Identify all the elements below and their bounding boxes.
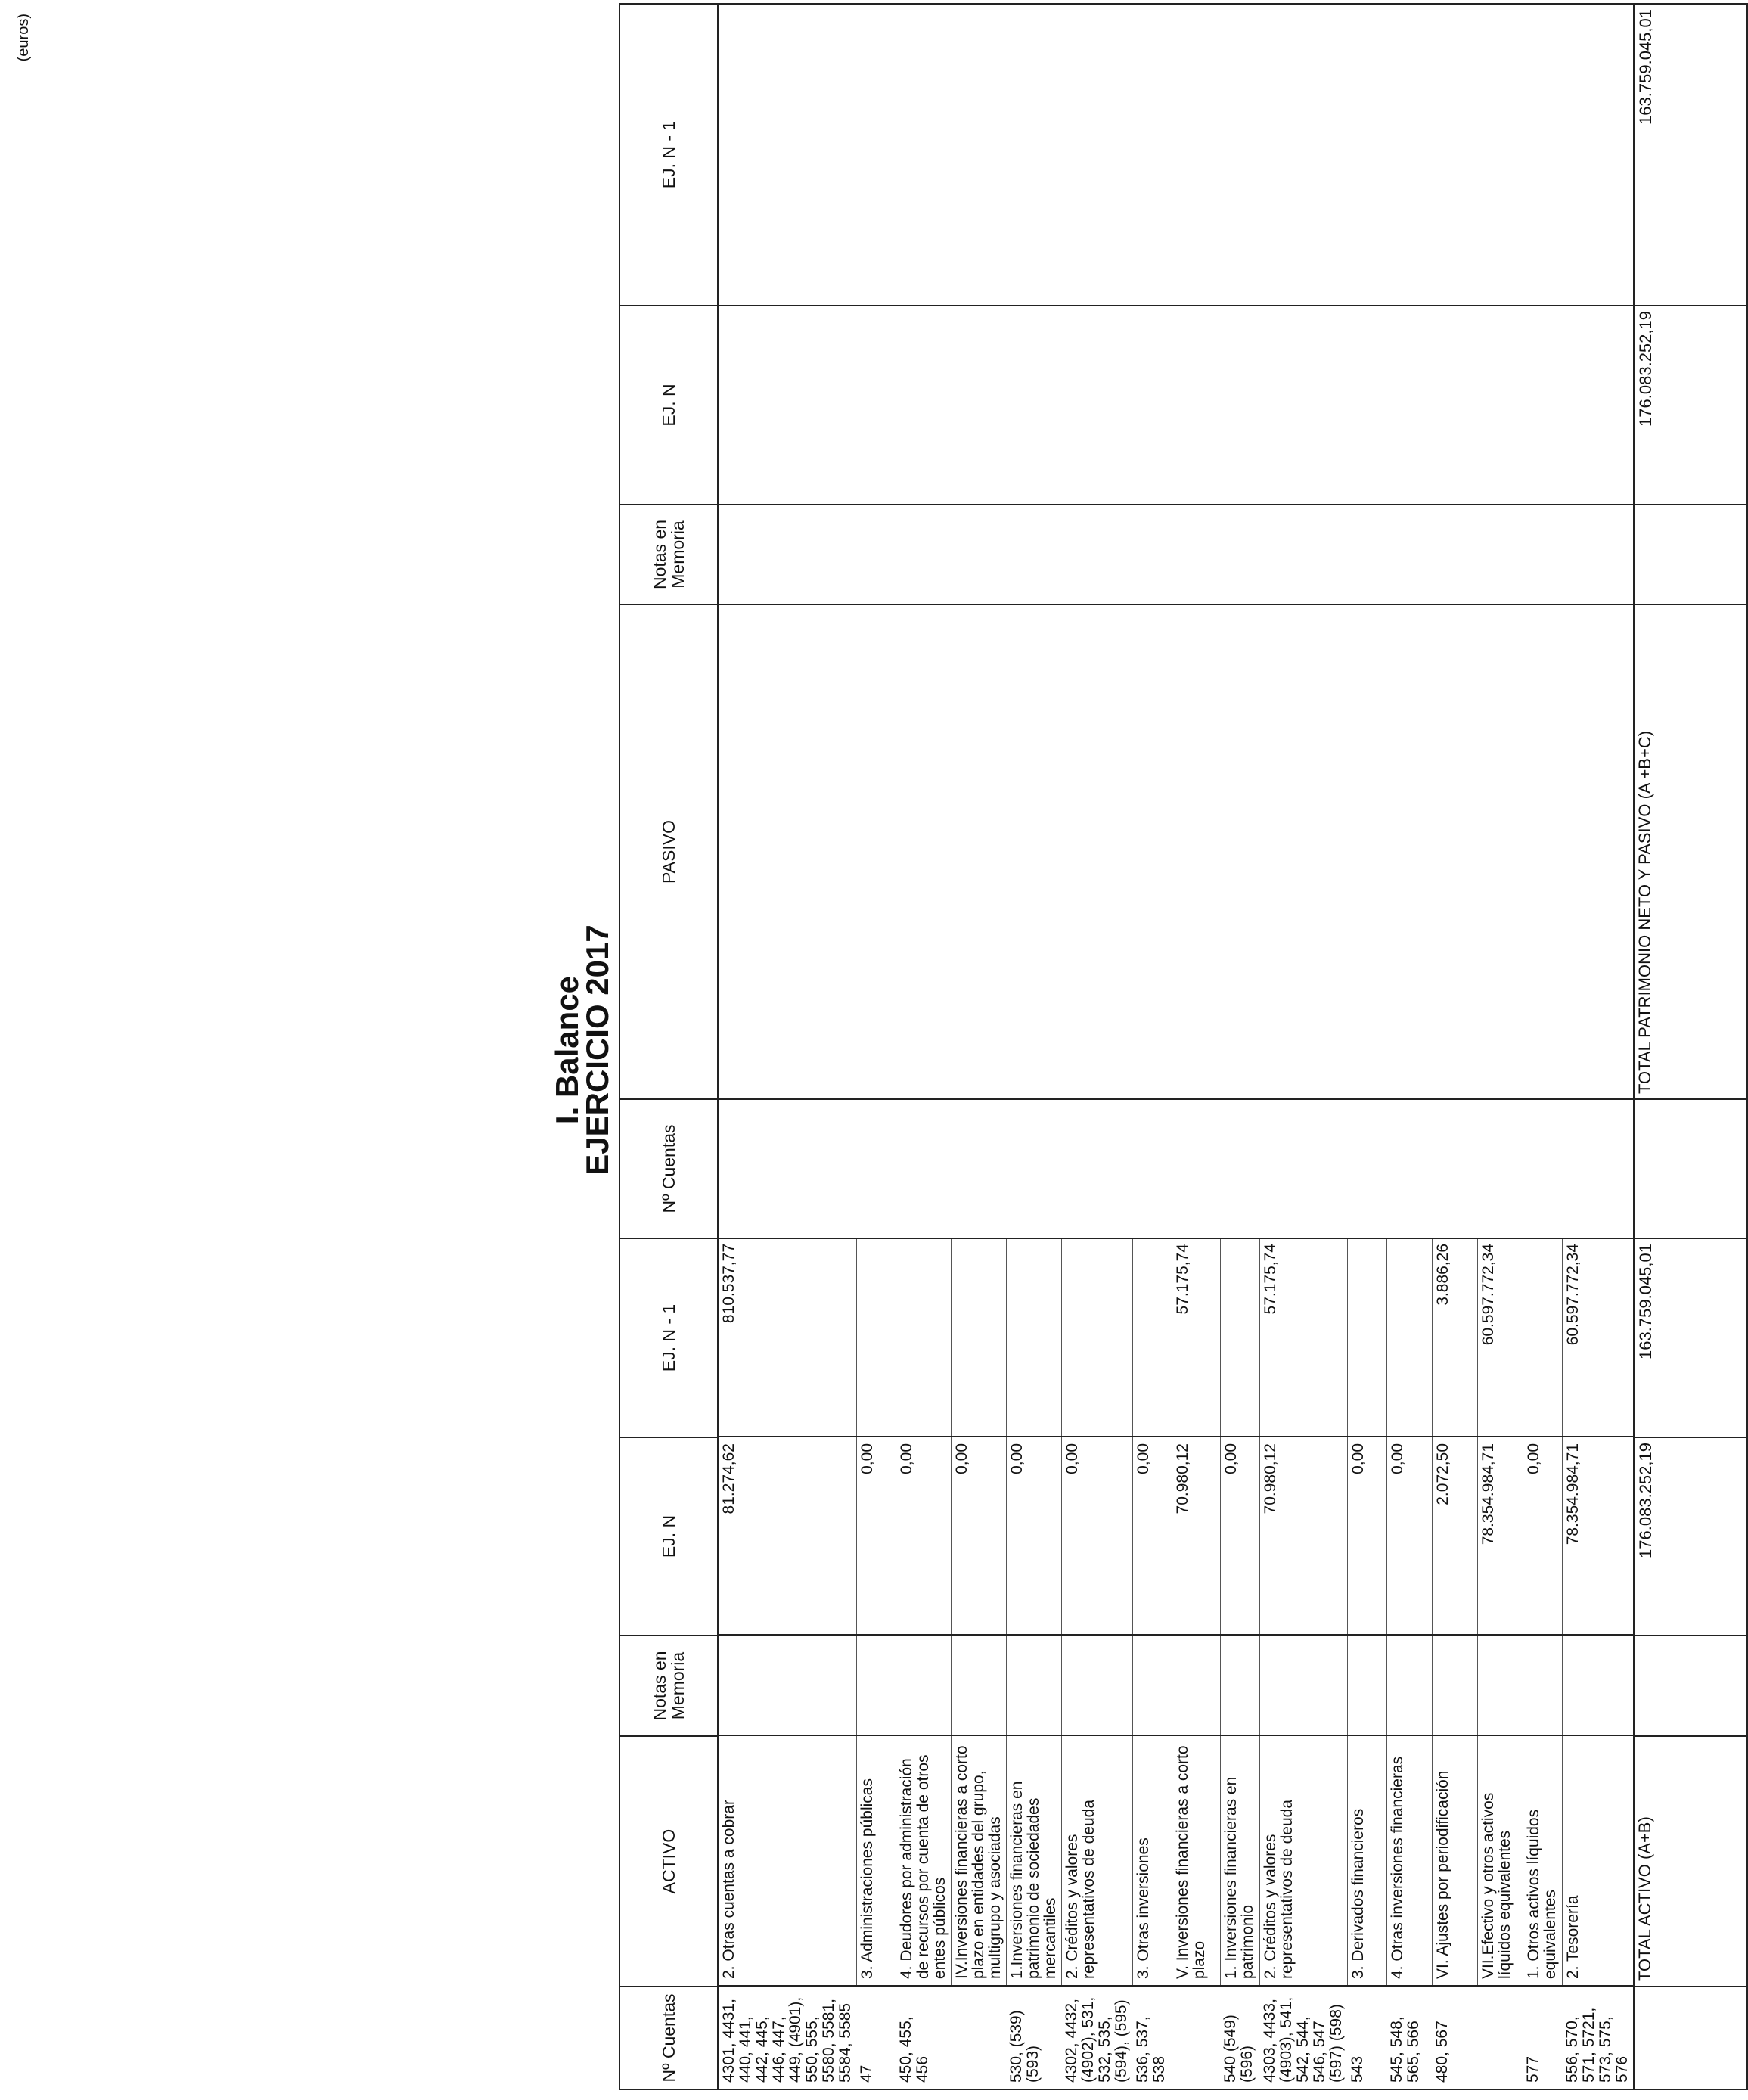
ej-n1-value (1386, 1238, 1432, 1437)
notas-cell (896, 1635, 951, 1735)
notas-cell (1523, 1635, 1562, 1735)
table-row (1061, 1238, 1132, 2089)
notas-cell (1432, 1635, 1477, 1735)
col-header-cuentas: Nº Cuentas (619, 1987, 718, 2089)
account-numbers: 450, 455, 456 (896, 1986, 951, 2089)
activo-item-label: 2. Créditos y valores representativos de deuda (1061, 1735, 1132, 1986)
table-row (1477, 1238, 1523, 2089)
table-row (1432, 1238, 1477, 2089)
notas-cell (1172, 1635, 1220, 1735)
activo-item-label: 3. Derivados financieros (1347, 1735, 1386, 1986)
ej-n1-value (1132, 1238, 1172, 1437)
total-activo-notas (1634, 1636, 1747, 1736)
activo-item-label: V. Inversiones financieras a corto plazo (1172, 1735, 1220, 1986)
total-activo-label: TOTAL ACTIVO (A+B) (1634, 1736, 1747, 1987)
col-header-ej-n: EJ. N (619, 1437, 718, 1636)
pasivo-label-cell (718, 604, 1634, 1099)
ej-n1-value: 60.597.772,34 (1477, 1238, 1523, 1437)
account-numbers: 4301, 4431, 440, 441, 442, 445, 446, 447, 449, (4901), 550, 555, 5580, 5581, 5584, 5585 (719, 1986, 856, 2089)
total-pasivo-cuentas (1634, 1099, 1747, 1238)
table-row (1562, 1238, 1633, 2089)
total-pasivo-ej-n1: 163.759.045,01 (1634, 4, 1747, 306)
account-numbers: 545, 548, 565, 566 (1386, 1986, 1432, 2089)
ej-n1-value: 3.886,26 (1432, 1238, 1477, 1437)
table-row (856, 1238, 896, 2089)
table-row (1172, 1238, 1220, 2089)
activo-item-label: 2. Otras cuentas a cobrar (719, 1735, 856, 1986)
ej-n1-value: 810.537,77 (719, 1238, 856, 1437)
total-activo-cuentas (1634, 1987, 1747, 2089)
ej-n1-value: 60.597.772,34 (1563, 1244, 1582, 1346)
page-subtitle: EJERCICIO 2017 (579, 924, 615, 1176)
total-activo-ej-n1: 163.759.045,01 (1634, 1238, 1747, 1437)
account-numbers: 536, 537, 538 (1132, 1986, 1172, 2089)
col-header-ej-n1: EJ. N - 1 (619, 1238, 718, 1437)
notas-cell (1220, 1635, 1259, 1735)
col-header-ej-n1-pasivo: EJ. N - 1 (619, 4, 718, 306)
account-numbers (1172, 1986, 1220, 2089)
col-header-activo: ACTIVO (619, 1736, 718, 1987)
ej-n-value: 0,00 (1006, 1437, 1061, 1635)
activo-section (718, 1238, 1634, 2089)
activo-item-label: 4. Otras inversiones financieras (1386, 1735, 1432, 1986)
ej-n-value: 81.274,62 (719, 1437, 856, 1635)
activo-item-label: 2. Créditos y valores representativos de deuda (1259, 1735, 1347, 1986)
notas-cell (719, 1635, 856, 1735)
ej-n-value: 0,00 (1523, 1437, 1562, 1635)
page-title: I. Balance (549, 975, 585, 1125)
ej-n-value: 0,00 (951, 1437, 1006, 1635)
ej-n1-value (1061, 1238, 1132, 1437)
ej-n1-value: 57.175,74 (1172, 1238, 1220, 1437)
balance-table (619, 3, 1748, 2090)
activo-item-label: 4. Deudores por administración de recursos por cuenta de otros entes públicos (896, 1735, 951, 1986)
total-pasivo-ej-n: 176.083.252,19 (1634, 306, 1747, 505)
table-row (1386, 1238, 1432, 2089)
ej-n1-value (1006, 1238, 1061, 1437)
ej-n-value: 70.980,12 (1259, 1437, 1347, 1635)
table-row (1259, 1238, 1347, 2089)
col-header-cuentas-pasivo: Nº Cuentas (619, 1099, 718, 1238)
activo-item-label: VI. Ajustes por periodificación (1432, 1735, 1477, 1986)
ej-n1-value: 57.175,74 (1259, 1238, 1347, 1437)
col-header-notas-pasivo: Notas en Memoria (619, 505, 718, 604)
account-numbers: 4302, 4432, (4902), 531, 532, 535, (594), (595) (1061, 1986, 1132, 2089)
account-numbers: 47 (856, 1986, 896, 2089)
account-numbers (951, 1986, 1006, 2089)
account-numbers: 556, 570, 571, 5721, 573, 575, 576 (1562, 1986, 1633, 2089)
activo-item-label: 1. Inversiones financieras en patrimonio (1220, 1735, 1259, 1986)
table-row (1347, 1238, 1386, 2089)
currency-note: (euros) (15, 14, 32, 62)
table-row (1132, 1238, 1172, 2089)
activo-item-label: VII.Efectivo y otros activos líquidos equivalentes (1477, 1735, 1523, 1986)
account-numbers (1477, 1986, 1523, 2089)
notas-cell (951, 1635, 1006, 1735)
ej-n1-value (951, 1238, 1006, 1437)
pasivo-ej-n-cell (718, 306, 1634, 505)
notas-cell (1386, 1635, 1432, 1735)
notas-cell (1477, 1635, 1523, 1735)
activo-item-label: 3. Administraciones públicas (856, 1735, 896, 1986)
table-row (1006, 1238, 1061, 2089)
ej-n1-value (1347, 1238, 1386, 1437)
notas-cell (1006, 1635, 1061, 1735)
table-row (719, 1238, 856, 2089)
ej-n1-value (896, 1238, 951, 1437)
account-numbers: 540 (549) (596) (1220, 1986, 1259, 2089)
total-row (1634, 4, 1747, 2089)
notas-cell (856, 1635, 896, 1735)
notas-cell (1132, 1635, 1172, 1735)
activo-rows-table (719, 1238, 1633, 2089)
ej-n-value: 70.980,12 (1172, 1437, 1220, 1635)
col-header-pasivo: PASIVO (619, 604, 718, 1099)
table-row (1220, 1238, 1259, 2089)
table-row (896, 1238, 951, 2089)
activo-item-label: 2. Tesorería (1562, 1735, 1633, 1986)
ej-n-value: 0,00 (1220, 1437, 1259, 1635)
activo-item-label: 1. Otros activos líquidos equivalentes (1523, 1735, 1562, 1986)
ej-n1-value (856, 1238, 896, 1437)
total-activo-ej-n: 176.083.252,19 (1634, 1437, 1747, 1636)
ej-n-value: 0,00 (1386, 1437, 1432, 1635)
notas-cell (1562, 1635, 1633, 1735)
activo-item-label: 3. Otras inversiones (1132, 1735, 1172, 1986)
pasivo-ej-n1-cell (718, 4, 1634, 306)
table-row (1523, 1238, 1562, 2089)
ej-n1-value (1220, 1238, 1259, 1437)
total-pasivo-notas (1634, 505, 1747, 604)
account-numbers: 543 (1347, 1986, 1386, 2089)
ej-n-value: 78.354.984,71 (1477, 1437, 1523, 1635)
notas-cell (1259, 1635, 1347, 1735)
pasivo-notas-cell (718, 505, 1634, 604)
activo-item-label: 1.Inversiones financieras en patrimonio de sociedades mercantiles (1006, 1735, 1061, 1986)
ej-n-value: 0,00 (896, 1437, 951, 1635)
notas-cell (1061, 1635, 1132, 1735)
ej-n-value: 0,00 (1132, 1437, 1172, 1635)
title-block (549, 0, 615, 2100)
col-header-ej-n-pasivo: EJ. N (619, 306, 718, 505)
notas-cell (1347, 1635, 1386, 1735)
col-header-notas: Notas en Memoria (619, 1636, 718, 1736)
body-row (718, 4, 1634, 2089)
table-row (951, 1238, 1006, 2089)
header-row (619, 4, 718, 2089)
ej-n-value: 0,00 (1347, 1437, 1386, 1635)
ej-n-value: 2.072,50 (1432, 1437, 1477, 1635)
total-pasivo-label: TOTAL PATRIMONIO NETO Y PASIVO (A +B+C) (1634, 604, 1747, 1099)
account-numbers: 480, 567 (1432, 1986, 1477, 2089)
ej-n1-value (1523, 1238, 1562, 1437)
activo-item-label: IV.Inversiones financieras a corto plazo en entidades del grupo, multigrupo y asociadas (951, 1735, 1006, 1986)
ej-n-value: 0,00 (1061, 1437, 1132, 1635)
account-numbers: 530, (539) (593) (1006, 1986, 1061, 2089)
account-numbers: 4303, 4433, (4903), 541, 542, 544, 546, 547 (597) (598) (1259, 1986, 1347, 2089)
account-numbers: 577 (1523, 1986, 1562, 2089)
ej-n-value: 0,00 (856, 1437, 896, 1635)
pasivo-cuentas-cell (718, 1099, 1634, 1238)
ej-n-value: 78.354.984,71 (1562, 1437, 1633, 1635)
